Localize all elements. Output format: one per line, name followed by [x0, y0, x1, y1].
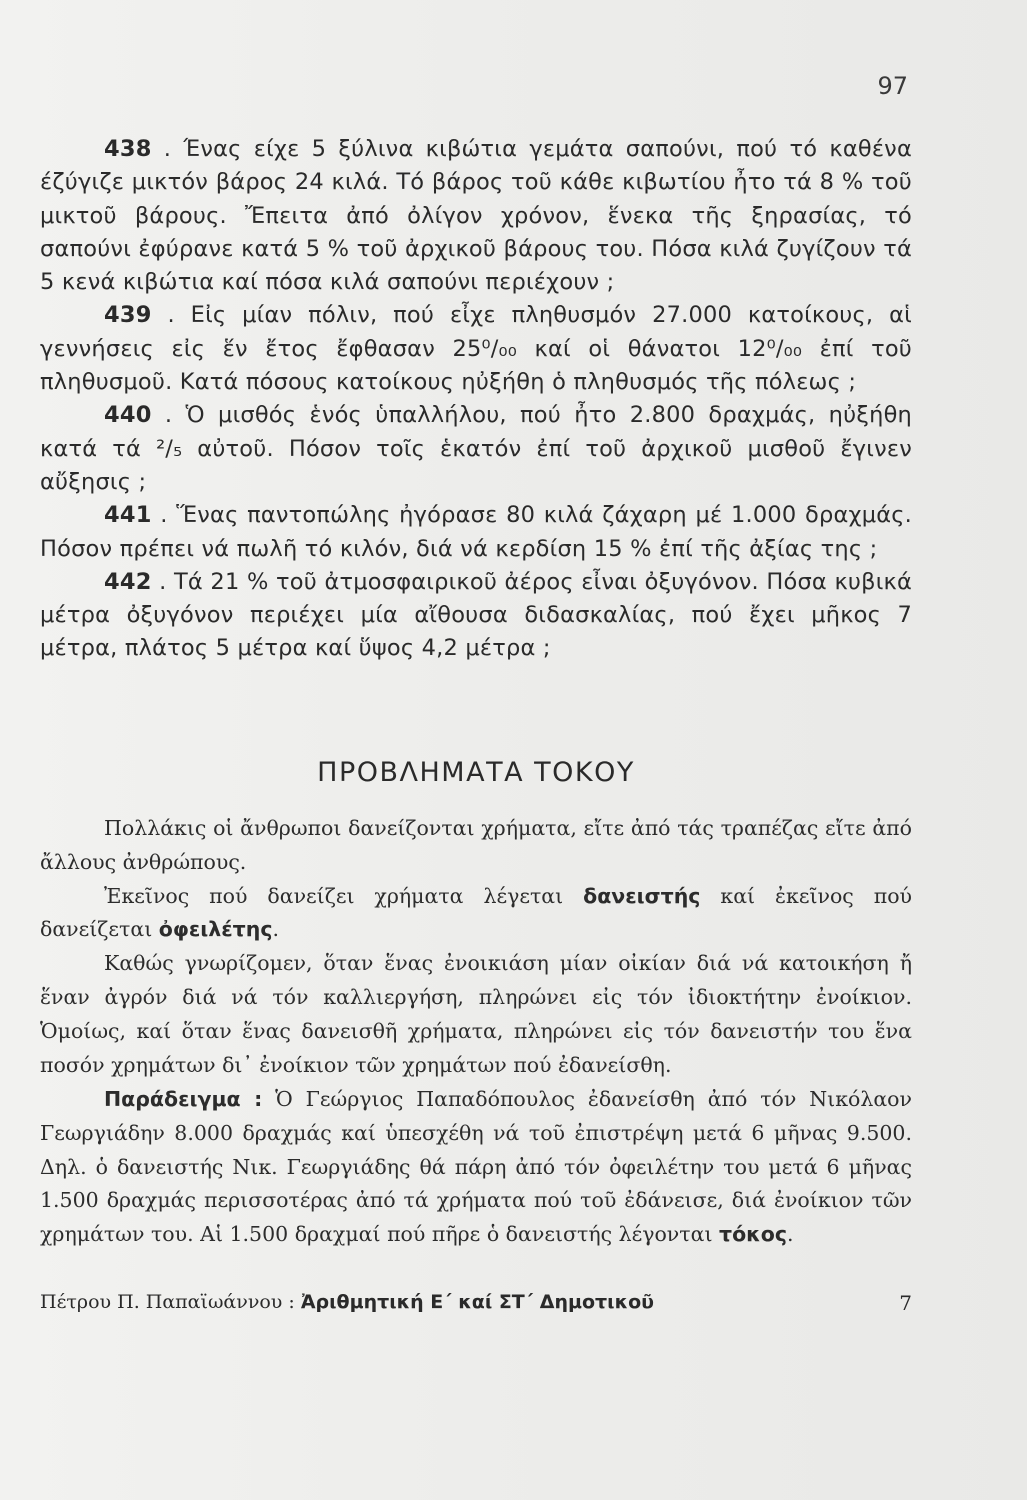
problem-text: . Εἰς μίαν πόλιν, πού εἶχε πληθυσμόν 27.000 κατοίκους, αἱ γεννήσεις εἰς ἕν ἔτος ἔφθασαν 25⁰/₀₀ καί οἱ θάνατοι 12⁰/₀₀ ἐπί τοῦ πληθυσμοῦ. Κατά πόσους κατοίκους ηὐξήθη ὁ πληθυσμός τῆς πόλεως ;	[40, 302, 912, 396]
problem-number: 441	[104, 502, 152, 529]
term-debtor: ὀφειλέτης	[158, 917, 273, 942]
problem-number: 442	[104, 568, 152, 595]
problem-442	[40, 566, 912, 666]
example-block	[40, 1083, 912, 1252]
section-title: ΠΡΟΒΛΗΜΑΤΑ ΤΟΚΟΥ	[317, 757, 635, 788]
example-text: .	[786, 1222, 794, 1247]
term-interest: τόκος	[719, 1222, 787, 1247]
problem-number: 440	[104, 402, 152, 429]
problem-number: 439	[104, 302, 152, 329]
problem-441	[40, 499, 912, 566]
rent-analogy-paragraph: Καθώς γνωρίζομεν, ὅταν ἕνας ἐνοικιάση μίαν οἰκίαν διά νά κατοικήση ἤ ἕναν ἀγρόν διά νά τόν καλλιεργήση, πληρώνει εἰς τόν ἰδιοκτήτην ἐνοίκιον. Ὁμοίως, καί ὅταν ἕνας δανεισθῆ χρήματα, πληρώνει εἰς τόν δανειστήν του ἕνα ποσόν χρημάτων δι᾽ ἐνοίκιον τῶν χρημάτων πού ἐδανείσθη.	[40, 951, 912, 1077]
problem-number: 438	[104, 136, 152, 162]
problem-440	[40, 399, 912, 499]
problem-text: . Τά 21 % τοῦ ἀτμοσφαιρικοῦ ἀέρος εἶναι ὀξυγόνον. Πόσα κυβικά μέτρα ὀξυγόνον περιέχει μία αἴθουσα διδασκαλίας, πού ἔχει μῆκος 7 μέτρα, πλάτος 5 μέτρα καί ὕψος 4,2 μέτρα ;	[40, 568, 912, 662]
example-text: Ὁ Γεώργιος Παπαδόπουλος ἐδανείσθη ἀπό τόν Νικόλαον Γεωργιάδην 8.000 δραχμάς καί ὑπεσχέθη νά τοῦ ἐπιστρέψη μετά 6 μῆνας 9.500. Δηλ. ὁ δανειστής Νικ. Γεωργιάδης θά πάρη ἀπό τόν ὀφειλέτην του μετά 6 μῆνας 1.500 δραχμάς περισσοτέρας ἀπό τά χρήματα πού τοῦ ἐδάνεισε, διά ἐνοίκιον τῶν χρημάτων του. Αἱ 1.500 δραχμαί πού πῆρε ὁ δανειστής λέγονται	[40, 1087, 912, 1247]
page-number: 97	[877, 72, 908, 100]
definition-text: Ἐκεῖνος πού δανείζει χρήματα λέγεται	[104, 883, 584, 908]
definition-paragraph	[40, 880, 912, 948]
problem-text: . Ἕνας παντοπώλης ἠγόρασε 80 κιλά ζάχαρη μέ 1.000 δραχμάς. Πόσον πρέπει νά πωλῆ τό κιλόν, διά νά κερδίση 15 % ἐπί τῆς ἀξίας της ;	[40, 502, 912, 562]
interest-intro	[40, 812, 912, 1082]
example-label: Παράδειγμα :	[104, 1087, 263, 1111]
problem-text: . Ὁ μισθός ἑνός ὑπαλλήλου, πού ἦτο 2.800 δραχμάς, ηὐξήθη κατά τά ²/₅ αὐτοῦ. Πόσον τοῖς ἑκατόν ἐπί τοῦ ἀρχικοῦ μισθοῦ ἔγινεν αὔξησις ;	[40, 402, 912, 495]
page-footer	[40, 1291, 912, 1313]
example-paragraph	[40, 1083, 912, 1252]
problem-439	[40, 299, 912, 399]
footer-book-title: Ἀριθμητική Ε΄ καί ΣΤ΄ Δημοτικοῦ	[300, 1291, 654, 1313]
problems-list	[40, 133, 912, 666]
footer-author: Πέτρου Π. Παπαϊωάννου :	[40, 1291, 301, 1313]
problem-text: . Ένας είχε 5 ξύλινα κιβώτια γεμάτα σαπούνι, πού τό καθένα έζύγιζε μικτόν βάρος 24 κιλά. Τό βάρος τοῦ κάθε κιβωτίου ἦτο τά 8 % τοῦ μικτοῦ βάρους. Ἔπειτα ἀπό ὀλίγον χρόνον, ἕνεκα τῆς ξηρασίας, τό σαπούνι ἐφύρανε κατά 5 % τοῦ ἀρχικοῦ βάρους του. Πόσα κιλά ζυγίζουν τά 5 κενά κιβώτια καί πόσα κιλά σαπούνι περιέχουν ;	[40, 136, 912, 296]
definition-text: .	[272, 917, 280, 942]
term-lender: δανειστής	[583, 883, 701, 908]
intro-paragraph: Πολλάκις οἱ ἄνθρωποι δανείζονται χρήματα, εἴτε ἀπό τάς τραπέζας εἴτε ἀπό ἄλλους ἀνθρώπους.	[40, 816, 912, 874]
footer-sheet-number: 7	[899, 1291, 912, 1315]
definition-text: καί ἐκεῖνος πού δανείζεται	[40, 883, 913, 942]
problem-438	[40, 133, 912, 299]
